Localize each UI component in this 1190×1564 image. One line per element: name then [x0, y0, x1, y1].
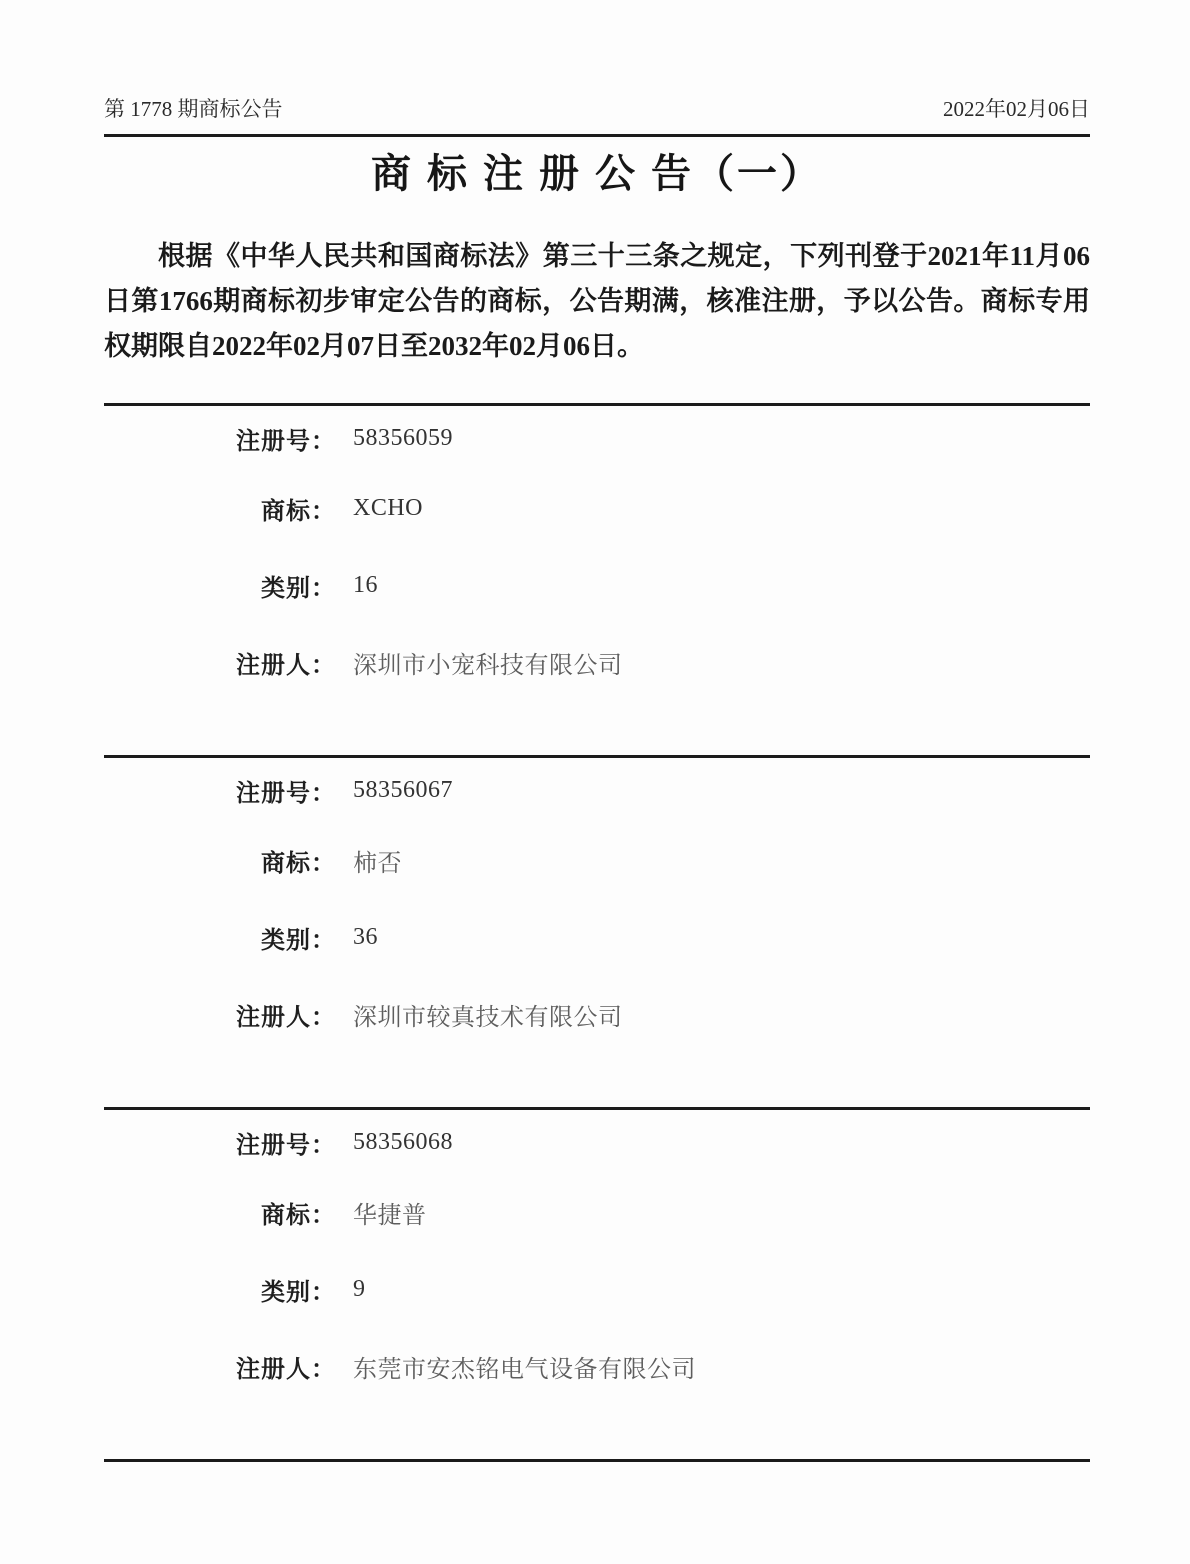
- mark-value: 华捷普: [353, 1203, 427, 1229]
- publication-date-label: 2022年02月06日: [943, 97, 1090, 121]
- class-value: 36: [353, 924, 378, 950]
- class-label: 类别：: [261, 576, 336, 602]
- trademark-record-2: [104, 755, 1090, 1107]
- registrant-label: 注册人：: [236, 1005, 336, 1031]
- mark-value: XCHO: [353, 495, 424, 521]
- reg-no-value: 58356059: [353, 424, 453, 451]
- document-header: [104, 0, 1090, 122]
- trademark-record-3: [104, 1107, 1090, 1459]
- reg-no-value: 58356068: [353, 1128, 453, 1155]
- reg-no-label: 注册号：: [236, 780, 336, 807]
- registrant-label: 注册人：: [236, 1357, 336, 1383]
- mark-label: 商标：: [261, 851, 336, 877]
- reg-no-label: 注册号：: [236, 428, 336, 455]
- reg-no-row: [104, 1110, 1090, 1174]
- records-section: [104, 403, 1090, 1462]
- class-label: 类别：: [261, 1280, 336, 1306]
- class-row: [104, 899, 1090, 976]
- intro-paragraph: 根据《中华人民共和国商标法》第三十三条之规定，下列刊登于2021年11月06日第1766期商标初步审定公告的商标，公告期满，核准注册，予以公告。商标专用权期限自2022年02月07日至2032年02月06日。: [104, 241, 1090, 361]
- registrant-row: [104, 1328, 1090, 1405]
- header-divider: [104, 134, 1090, 137]
- class-value: 9: [353, 1276, 366, 1302]
- class-label: 类别：: [261, 928, 336, 954]
- registrant-value: 东莞市安杰铭电气设备有限公司: [353, 1357, 696, 1383]
- registrant-label: 注册人：: [236, 653, 336, 679]
- reg-no-row: [104, 758, 1090, 822]
- mark-label: 商标：: [261, 1203, 336, 1229]
- issue-number-label: 第 1778 期商标公告: [104, 97, 283, 121]
- page-title: 商 标 注 册 公 告（一）: [371, 151, 823, 196]
- page-content: [104, 0, 1090, 1462]
- registrant-row: [104, 976, 1090, 1053]
- mark-row: [104, 822, 1090, 899]
- mark-row: [104, 470, 1090, 547]
- mark-value: 柿否: [353, 851, 402, 877]
- mark-row: [104, 1174, 1090, 1251]
- mark-label: 商标：: [261, 499, 336, 525]
- class-row: [104, 547, 1090, 624]
- registrant-row: [104, 624, 1090, 701]
- reg-no-value: 58356067: [353, 776, 453, 803]
- class-row: [104, 1251, 1090, 1328]
- reg-no-row: [104, 406, 1090, 470]
- end-divider: [104, 1459, 1090, 1462]
- registrant-value: 深圳市较真技术有限公司: [353, 1005, 623, 1031]
- reg-no-label: 注册号：: [236, 1132, 336, 1159]
- class-value: 16: [353, 572, 378, 598]
- trademark-record-1: [104, 403, 1090, 755]
- registrant-value: 深圳市小宠科技有限公司: [353, 653, 623, 679]
